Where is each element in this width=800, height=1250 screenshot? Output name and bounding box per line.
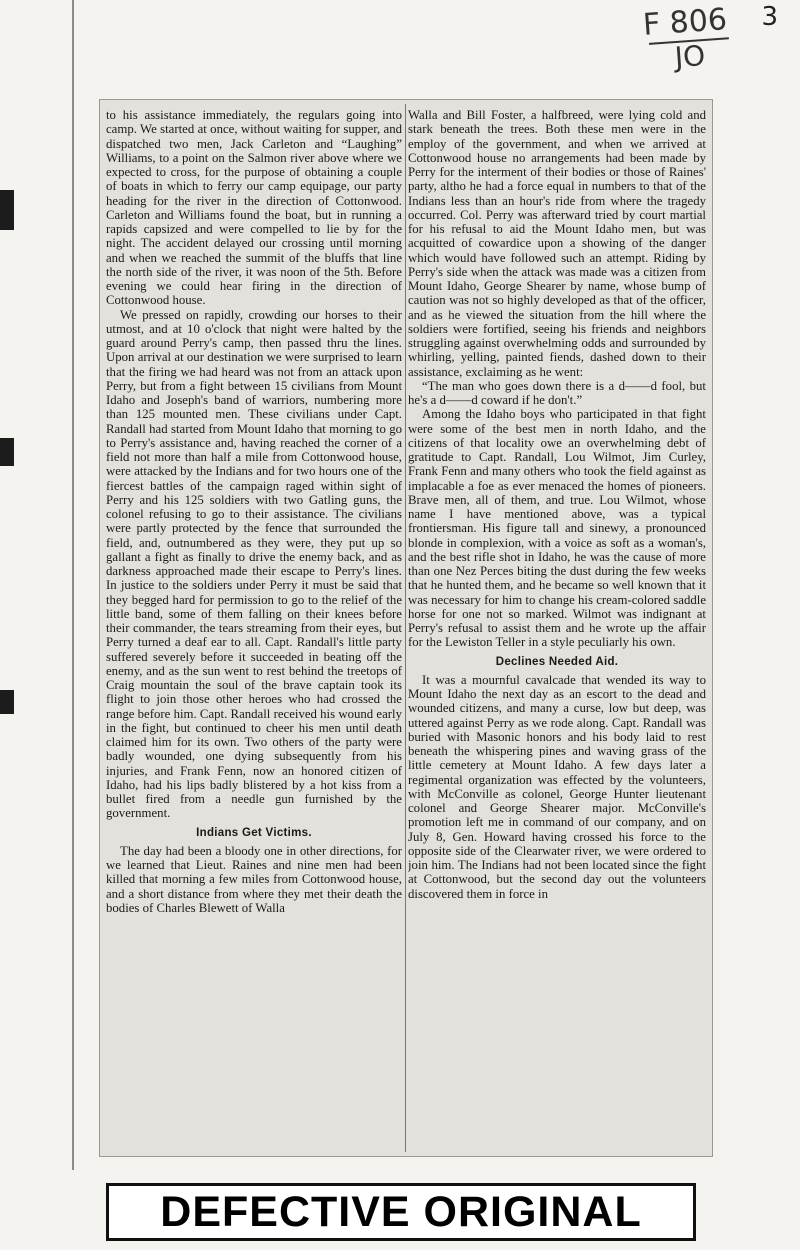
margin-line (72, 0, 74, 1170)
right-column (408, 108, 706, 1150)
page-number: 3 (761, 2, 778, 32)
column-divider (405, 104, 406, 1152)
left-column (106, 108, 402, 1150)
handwritten-sub-reference: JO (649, 37, 731, 75)
handwritten-reference: F 806 (641, 2, 729, 43)
defective-original-stamp: DEFECTIVE ORIGINAL (106, 1183, 696, 1241)
paragraph: Walla and Bill Foster, a halfbreed, were lying cold and stark beneath the trees. Both these men were in the employ of the government, and when we arrived at Cottonwood house no arrangements had been made by Perry for the interment of their bodies or those of Raines' party, altho he had a force equal in numbers to that of the Indians less than an hour's ride from where the tragedy occurred. Col. Perry was afterward tried by court martial for his refusal to aid the Mount Idaho men, but was acquitted of cowardice upon a showing of the danger which would have followed such an attempt. Riding by Perry's side when the attack was made was a citizen from Mount Idaho, George Shearer by name, whose bump of caution was not so highly developed as that of the officer, and as he viewed the situation from the hill where the soldiers were fortified, seeing his friends and neighbors struggling against overwhelming odds and surrounded by whirling, yelling, painted fiends, dashed down to their assistance, exclaiming as he went: (408, 108, 706, 379)
archive-annotations (580, 0, 800, 100)
film-edge-mark (0, 190, 14, 230)
paragraph: It was a mournful cavalcade that wended its way to Mount Idaho the next day as an escort to the dead and wounded citizens, and many a curse, low but deep, was uttered against Perry as we rode along. Capt. Randall was buried with Masonic honors and his body laid to rest beneath the whispering pines and waving grass of the little cemetery at Mount Idaho. A few days later a regimental organization was effected by the volunteers, with McConville as colonel, George Hunter lieutenant colonel and George Shearer major. McConville's promotion left me in command of our company, and on July 8, Gen. Howard having crossed his force to the opposite side of the Clearwater river, we were ordered to join him. The Indians had not been located since the fight at Cottonwood, but the second day out the volunteers discovered them in force in (408, 672, 706, 901)
film-edge-mark (0, 438, 14, 466)
section-heading: Declines Needed Aid. (495, 655, 619, 668)
section-heading: Indians Get Victims. (196, 826, 312, 839)
paragraph: Among the Idaho boys who participated in that fight were some of the best men in north Idaho, and the citizens of that locality owe an overwhelming debt of gratitude to Capt. Randall, Lou Wilmot, Jim Curley, Frank Fenn and many others who took the field against as implacable a foe as ever menaced the homes of pioneers. Brave men, all of them, and true. Lou Wilmot, whose name I have mentioned above, was a typical frontiersman. His figure tall and sinewy, a pronounced blonde in complexion, with a voice as soft as a woman's, and the best rifle shot in Idaho, he was the cause of more than one Nez Perces biting the dust during the few weeks that he hunted them, and he became so well known that it was necessary for him to change his cream-colored saddle horse for one not so marked. Wilmot was indignant at Perry's refusal to assist them and he wrote up the affair for the Lewiston Teller in a style peculiarly his own. (408, 407, 706, 650)
paragraph: to his assistance immediately, the regulars going into camp. We started at once, without waiting for supper, and dispatched two men, Jack Carleton and “Laughing” Williams, to a point on the Salmon river above where we expected to cross, for the purpose of obtaining a couple of boats in which to ferry our camp equipage, our party heading for the river in the direction of Cottonwood. Carleton and Williams found the boat, but in running a rapids capsized and were compelled to lie by for the night. The accident delayed our crossing until morning and when we reached the summit of the bluffs that line the north side of the river, it was noon of the 5th. Before evening we could hear firing in the direction of Cottonwood house. (106, 108, 402, 308)
film-edge-mark (0, 690, 14, 714)
paragraph: The day had been a bloody one in other directions, for we learned that Lieut. Raines and nine men had been killed that morning a few miles from Cottonwood house, and a short distance from where they met their death the bodies of Charles Blewett of Walla (106, 843, 402, 915)
newspaper-clipping (100, 100, 712, 1156)
paragraph: We pressed on rapidly, crowding our horses to their utmost, and at 10 o'clock that night were halted by the guard around Perry's camp, then passed thru the lines. Upon arrival at our destination we were surprised to learn that the firing we had heard was not from an attack upon Perry, but from a fight between 15 civilians from Mount Idaho and Joseph's band of warriors, numbering more than 125 mounted men. These civilians under Capt. Randall had started from Mount Idaho that morning to go to Perry's assistance and, having reached the corner of a field not more than half a mile from Cottonwood house, were attacked by the Indians and for two hours one of the fiercest battles of the campaign raged within sight of Perry and his 125 soldiers with two Gatling guns, the colonel refusing to go to their assistance. The civilians were partly protected by the fence that surrounded the field, and, outnumbered as they were, they put up so gallant a fight as finally to drive the enemy back, and as darkness approached made their escape to Perry's lines. In justice to the soldiers under Perry it must be said that they begged hard for permission to go to the relief of the little band, some of them falling on their knees before their commander, the tears streaming from their eyes, but Perry turned a deaf ear to all. Capt. Randall's little party suffered severely before it succeeded in beating off the enemy, and as the sun went to rest behind the treetops of Craig mountain the soul of the brave captain took its flight to join those other heroes who had crossed the range before him. Capt. Randall received his wound early in the fight, but continued to cheer his men until death claimed him for its own. Two others of the party were badly wounded, one dying subsequently from his injuries, and Frank Fenn, now an honored citizen of Idaho, had his lips badly blistered by a hot kiss from a bullet fired from a needle gun furnished by the government. (106, 307, 402, 821)
quote: “The man who goes down there is a d——d fool, but he's a d——d coward if he don't.” (408, 378, 706, 407)
